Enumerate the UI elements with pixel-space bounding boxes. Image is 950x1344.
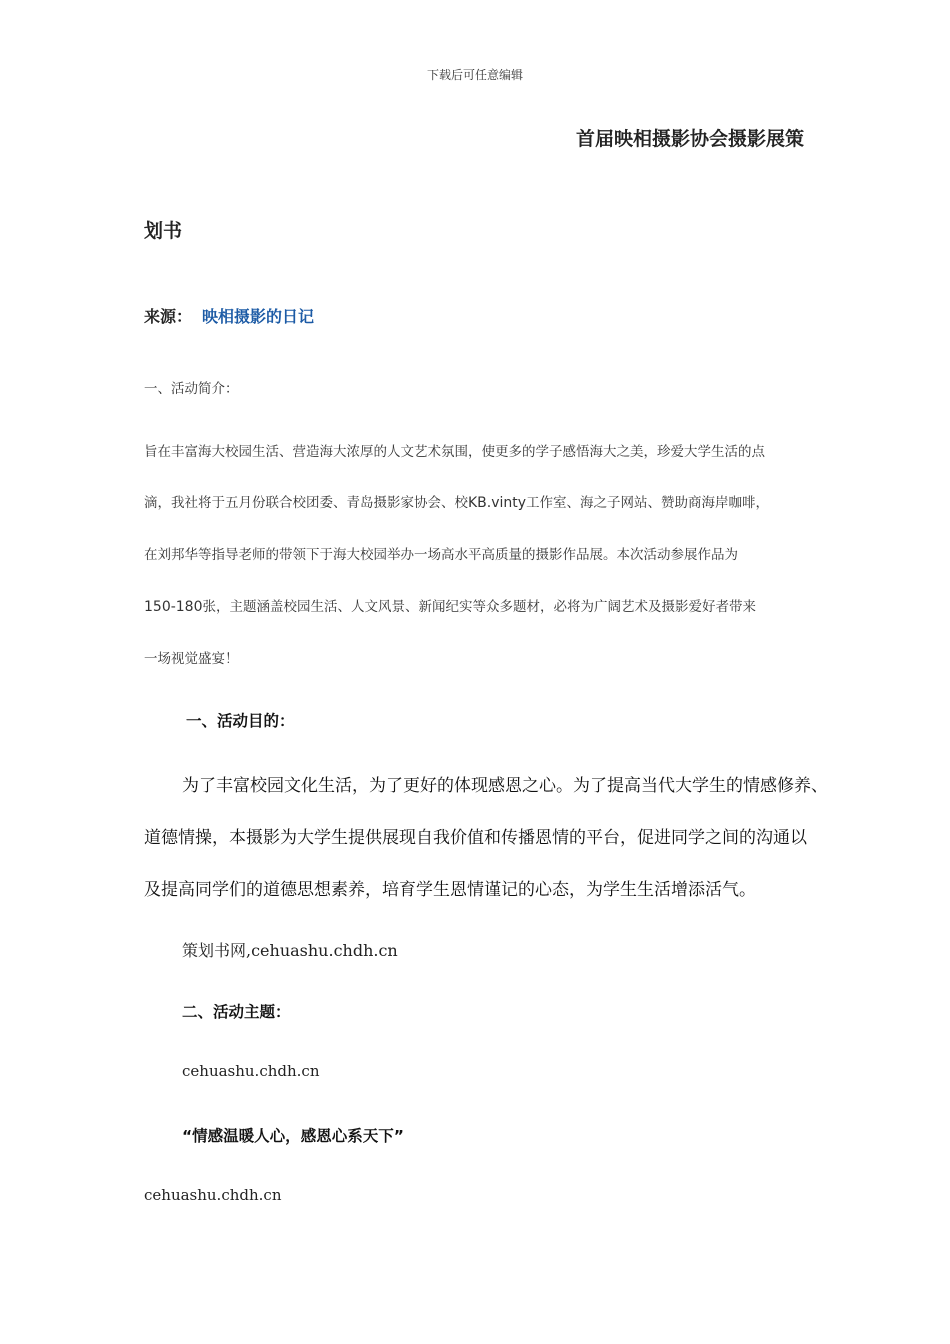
- source-label: 来源：: [144, 307, 193, 326]
- source-line: [144, 304, 314, 327]
- purpose-line-2: 道德情操，本摄影为大学生提供展现自我价值和传播恩情的平台，促进同学之间的沟通以: [144, 828, 807, 848]
- header-note: 下载后可任意编辑: [426, 68, 523, 82]
- intro-line-2-tail: 工作室、海之子网站、赞助商海岸咖啡，: [526, 495, 770, 511]
- document-title-part2: 划书: [144, 220, 183, 242]
- theme-slogan: “情感温暖人心，感恩心系天下”: [182, 1127, 404, 1145]
- purpose-heading: 一、活动目的：: [186, 712, 295, 730]
- intro-line-5: 一场视觉盛宴！: [144, 651, 239, 667]
- intro-line-1: 旨在丰富海大校园生活、营造海大浓厚的人文艺术氛围，使更多的学子感悟海大之美，珍爱大学生活的点: [144, 444, 765, 460]
- intro-line-4-text: 张，主题涵盖校园生活、人文风景、新闻纪实等众多题材，必将为广阔艺术及摄影爱好者带来: [202, 599, 756, 615]
- intro-kb-text: KB.vinty: [468, 495, 527, 511]
- theme-heading: 二、活动主题：: [182, 1003, 291, 1021]
- intro-line-2-head: 滴，我社将于五月份联合校团委、青岛摄影家协会、校: [144, 495, 468, 511]
- intro-line-3: 在刘邦华等指导老师的带领下于海大校园举办一场高水平高质量的摄影作品展。本次活动参展作品为: [144, 547, 738, 563]
- purpose-line-3: 及提高同学们的道德思想素养，培育学生恩情谨记的心态，为学生生活增添活气。: [144, 880, 756, 900]
- purpose-line-1: 为了丰富校园文化生活，为了更好的体现感恩之心。为了提高当代大学生的情感修养、: [182, 776, 828, 796]
- theme-site-1: cehuashu.chdh.cn: [182, 1062, 320, 1080]
- intro-line-2: [144, 491, 769, 511]
- site-line: 策划书网,cehuashu.chdh.cn: [182, 941, 398, 960]
- source-link[interactable]: 映相摄影的日记: [202, 307, 315, 326]
- document-title-part1: 首届映相摄影协会摄影展策: [576, 128, 805, 150]
- intro-heading: 一、活动简介：: [144, 381, 239, 397]
- theme-site-2: cehuashu.chdh.cn: [144, 1186, 282, 1204]
- intro-line-4: [144, 595, 756, 615]
- intro-count: 150-180: [144, 599, 203, 615]
